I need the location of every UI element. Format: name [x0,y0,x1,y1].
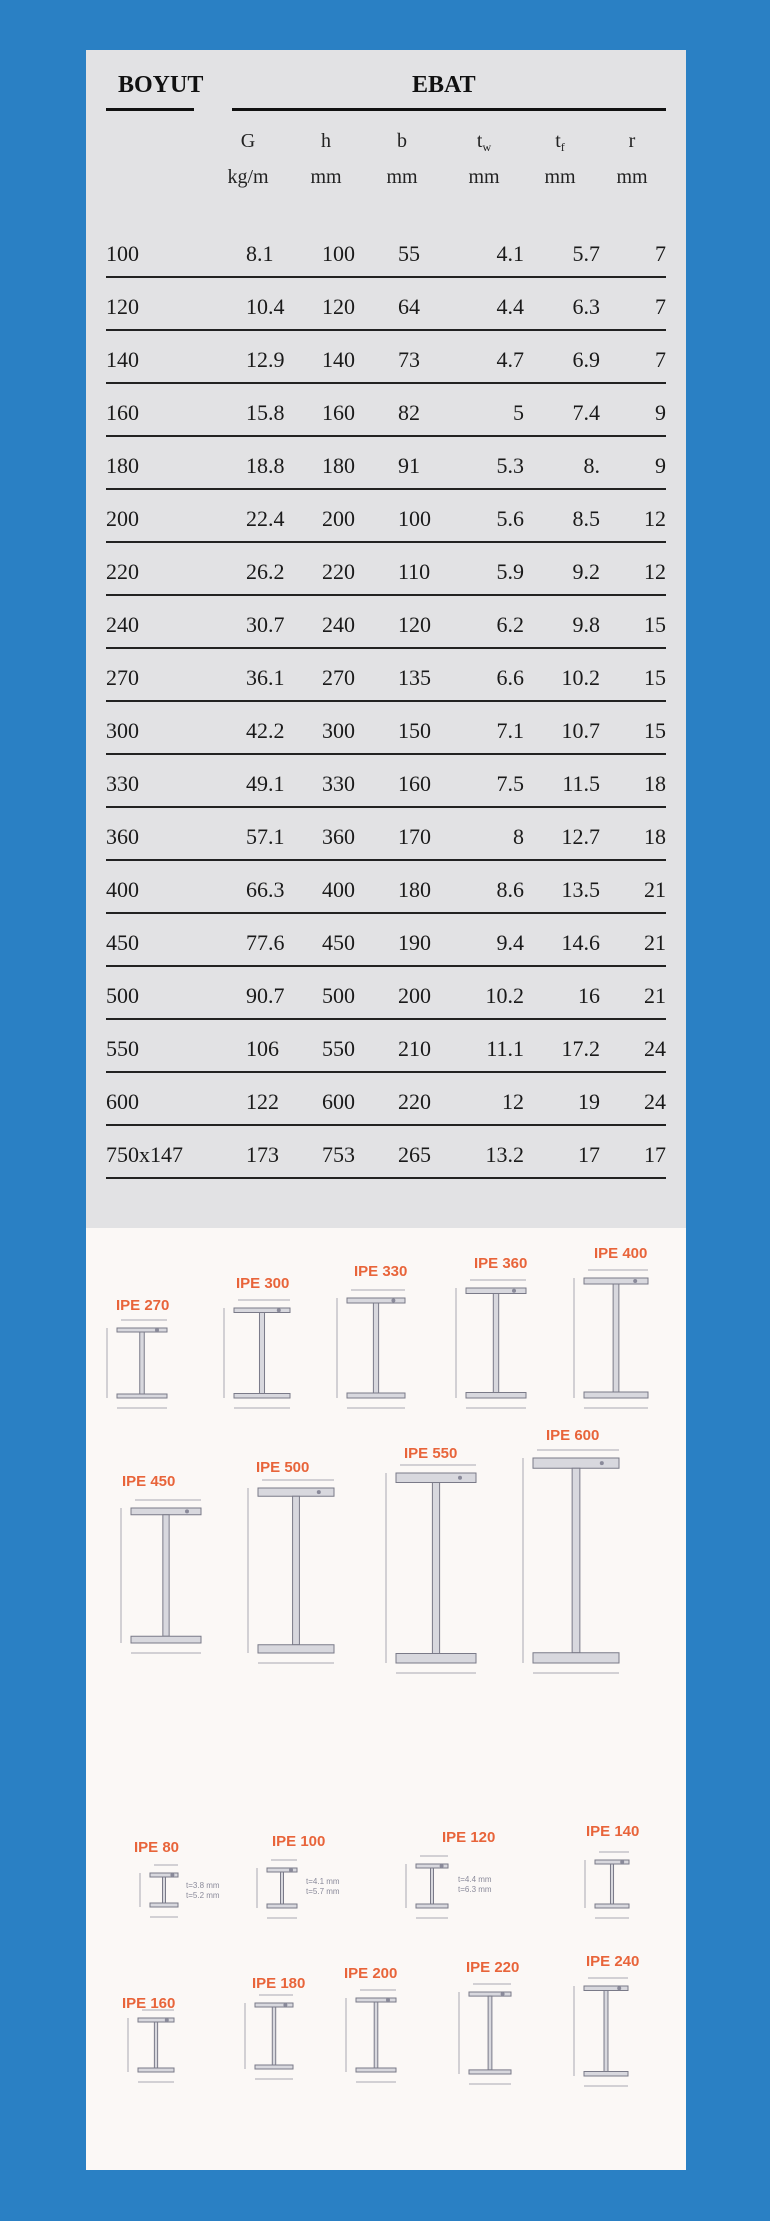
value-cell: 15 [644,612,666,637]
bolt-hole-marker [617,1986,621,1990]
value-cell: 91 [398,453,420,478]
size-cell: 300 [106,718,139,743]
value-cell: 17 [644,1142,666,1167]
value-cell: 550 [322,1036,355,1061]
value-cell: 170 [398,824,431,849]
bolt-hole-marker [501,1992,505,1996]
value-cell: 26.2 [246,559,285,584]
content-panel [86,50,686,2170]
value-cell: 500 [322,983,355,1008]
table-row [106,1029,666,1069]
size-cell: 600 [106,1089,139,1114]
value-cell: 190 [398,930,431,955]
column-symbol [372,130,432,153]
value-cell: 13.5 [561,877,600,902]
value-cell: 14.6 [561,930,600,955]
value-cell: 360 [322,824,355,849]
value-cell: 12 [644,506,666,531]
value-cell: 100 [322,241,355,266]
size-cell: 450 [106,930,139,955]
value-cell: 180 [322,453,355,478]
row-rule [106,806,666,808]
table-row [106,499,666,539]
ipe100-thickness-note: t=5.7 mm [306,1887,340,1896]
column-symbol-text: G [240,130,256,152]
value-cell: 100 [398,506,431,531]
row-rule [106,700,666,702]
value-cell: 8.1 [246,241,274,266]
value-cell: 5.6 [496,506,524,531]
top-flange [117,1328,167,1332]
value-cell: 9.4 [496,930,524,955]
web [432,1483,439,1654]
value-cell: 36.1 [246,665,285,690]
value-cell: 5.7 [572,241,600,266]
value-cell: 18 [644,771,666,796]
value-cell: 753 [322,1142,355,1167]
value-cell: 15 [644,665,666,690]
value-cell: 49.1 [246,771,285,796]
value-cell: 200 [322,506,355,531]
value-cell: 220 [322,559,355,584]
value-cell: 9 [655,453,666,478]
web [163,1515,169,1637]
value-cell: 450 [322,930,355,955]
value-cell: 12.9 [246,347,285,372]
profile-label: IPE 330 [354,1263,408,1280]
table-row [106,1135,666,1175]
column-symbol-text: h [321,130,331,152]
bottom-flange [258,1645,334,1653]
value-cell: 135 [398,665,431,690]
row-rule [106,1177,666,1179]
bolt-hole-marker [317,1490,321,1494]
bolt-hole-marker [391,1299,395,1303]
value-cell: 12.7 [561,824,600,849]
value-cell: 120 [322,294,355,319]
bolt-hole-marker [283,2003,287,2007]
value-cell: 6.6 [496,665,524,690]
value-cell: 18 [644,824,666,849]
value-cell: 10.7 [561,718,600,743]
value-cell: 180 [398,877,431,902]
value-cell: 7 [655,294,666,319]
size-cell: 500 [106,983,139,1008]
web [493,1294,498,1393]
profile-drawings [86,1228,686,2170]
value-cell: 17.2 [561,1036,600,1061]
value-cell: 7.4 [572,400,600,425]
value-cell: 77.6 [246,930,285,955]
bottom-flange [347,1393,405,1398]
value-cell: 10.2 [485,983,524,1008]
column-symbol [602,130,662,153]
column-symbol-text: t [555,130,561,152]
value-cell: 30.7 [246,612,285,637]
bolt-hole-marker [600,1461,604,1465]
table-row [106,552,666,592]
value-cell: 15.8 [246,400,285,425]
profile-label: IPE 240 [586,1953,640,1970]
profile-label: IPE 600 [546,1427,600,1444]
value-cell: 24 [644,1089,666,1114]
column-unit: mm [616,166,648,188]
size-cell: 360 [106,824,139,849]
ebat-header-rule [232,108,666,111]
column-unit: mm [386,166,418,188]
value-cell: 8.5 [572,506,600,531]
profile-label: IPE 80 [134,1839,180,1856]
row-rule [106,965,666,967]
row-rule [106,859,666,861]
column-symbol-subscript: w [482,140,492,154]
value-cell: 55 [398,241,420,266]
column-unit: mm [310,166,342,188]
ipe100-thickness-note: t=4.1 mm [306,1877,340,1886]
table-row [106,711,666,751]
value-cell: 21 [644,930,666,955]
column-unit: kg/m [227,166,269,188]
value-cell: 9.8 [572,612,600,637]
table-row [106,393,666,433]
table-row [106,340,666,380]
row-rule [106,276,666,278]
bolt-hole-marker [633,1279,637,1283]
value-cell: 15 [644,718,666,743]
row-rule [106,488,666,490]
profile-label: IPE 300 [236,1275,290,1292]
profile-label: IPE 160 [122,1995,176,2012]
bolt-hole-marker [277,1308,281,1312]
table-row [106,870,666,910]
column-symbol [530,130,590,155]
value-cell: 270 [322,665,355,690]
web [259,1313,264,1394]
bolt-hole-marker [512,1289,516,1293]
table-row [106,1082,666,1122]
value-cell: 210 [398,1036,431,1061]
size-cell: 100 [106,241,139,266]
top-flange [466,1288,526,1294]
value-cell: 73 [398,347,420,372]
value-cell: 22.4 [246,506,285,531]
web [163,1877,166,1903]
value-cell: 7.1 [496,718,524,743]
table-row [106,234,666,274]
bottom-flange [533,1653,619,1663]
profile-label: IPE 120 [442,1829,496,1846]
value-cell: 8. [583,453,600,478]
value-cell: 42.2 [246,718,285,743]
value-cell: 66.3 [246,877,285,902]
ipe80-thickness-note: t=5.2 mm [186,1891,220,1900]
column-symbol [296,130,356,153]
value-cell: 8.6 [496,877,524,902]
bottom-flange [255,2065,293,2069]
profile-label: IPE 400 [594,1245,648,1262]
value-cell: 120 [398,612,431,637]
web [488,1996,492,2070]
table-row [106,976,666,1016]
table-row [106,446,666,486]
ipe120-thickness-note: t=6.3 mm [458,1885,492,1894]
profile-label: IPE 220 [466,1959,520,1976]
size-cell: 400 [106,877,139,902]
value-cell: 160 [322,400,355,425]
bolt-hole-marker [165,2018,169,2022]
value-cell: 17 [578,1142,600,1167]
value-cell: 140 [322,347,355,372]
profile-drawings-area [86,1228,686,2170]
row-rule [106,753,666,755]
row-rule [106,382,666,384]
web [613,1284,619,1392]
value-cell: 4.4 [496,294,524,319]
top-flange [584,1986,628,1991]
value-cell: 7 [655,241,666,266]
row-rule [106,435,666,437]
size-cell: 140 [106,347,139,372]
top-flange [131,1508,201,1515]
ipe-dimension-table [86,50,686,1228]
column-unit: mm [468,166,500,188]
value-cell: 12 [502,1089,524,1114]
size-cell: 270 [106,665,139,690]
size-cell: 200 [106,506,139,531]
bottom-flange [234,1394,290,1399]
profile-label: IPE 360 [474,1255,528,1272]
value-cell: 24 [644,1036,666,1061]
table-row [106,287,666,327]
bottom-flange [356,2068,396,2072]
value-cell: 7 [655,347,666,372]
bolt-hole-marker [155,1328,159,1332]
bolt-hole-marker [458,1476,462,1480]
value-cell: 5.3 [496,453,524,478]
value-cell: 400 [322,877,355,902]
column-symbol-text: b [397,130,407,152]
profile-label: IPE 270 [116,1297,170,1314]
bottom-flange [584,2072,628,2077]
row-rule [106,329,666,331]
bolt-hole-marker [289,1868,293,1872]
value-cell: 122 [246,1089,279,1114]
profile-label: IPE 140 [586,1823,640,1840]
row-rule [106,647,666,649]
value-cell: 8 [513,824,524,849]
value-cell: 10.4 [246,294,285,319]
value-cell: 9.2 [572,559,600,584]
bottom-flange [131,1636,201,1643]
value-cell: 240 [322,612,355,637]
value-cell: 18.8 [246,453,285,478]
web [604,1991,608,2072]
value-cell: 220 [398,1089,431,1114]
boyut-header-rule [106,108,194,111]
value-cell: 6.2 [496,612,524,637]
column-unit: mm [544,166,576,188]
value-cell: 7.5 [496,771,524,796]
top-flange [396,1473,476,1483]
top-flange [347,1298,405,1303]
web [272,2007,275,2065]
value-cell: 12 [644,559,666,584]
bottom-flange [466,1393,526,1399]
profile-label: IPE 450 [122,1473,176,1490]
bolt-hole-marker [185,1509,189,1513]
value-cell: 6.3 [572,294,600,319]
ipe80-thickness-note: t=3.8 mm [186,1881,220,1890]
web [431,1868,434,1904]
value-cell: 90.7 [246,983,285,1008]
value-cell: 82 [398,400,420,425]
value-cell: 150 [398,718,431,743]
size-cell: 240 [106,612,139,637]
bottom-flange [469,2070,511,2074]
column-symbol [454,130,514,155]
value-cell: 21 [644,877,666,902]
top-flange [234,1308,290,1313]
bottom-flange [595,1904,629,1908]
web [293,1496,300,1645]
top-flange [584,1278,648,1284]
value-cell: 6.9 [572,347,600,372]
value-cell: 600 [322,1089,355,1114]
value-cell: 9 [655,400,666,425]
size-cell: 220 [106,559,139,584]
value-cell: 4.7 [496,347,524,372]
value-cell: 5.9 [496,559,524,584]
value-cell: 200 [398,983,431,1008]
row-rule [106,1124,666,1126]
profile-label: IPE 550 [404,1445,458,1462]
row-rule [106,541,666,543]
value-cell: 11.1 [486,1036,524,1061]
value-cell: 19 [578,1089,600,1114]
web [373,1303,378,1393]
web [572,1468,580,1653]
size-cell: 750x147 [106,1142,183,1167]
column-symbol-text: r [628,130,636,152]
value-cell: 16 [578,983,600,1008]
web [154,2022,157,2068]
row-rule [106,1071,666,1073]
bottom-flange [267,1904,297,1908]
table-row [106,923,666,963]
profile-label: IPE 200 [344,1965,398,1982]
top-flange [533,1458,619,1468]
table-row [106,764,666,804]
value-cell: 4.1 [496,241,524,266]
row-rule [106,594,666,596]
bottom-flange [150,1903,178,1907]
bottom-flange [396,1654,476,1664]
bolt-hole-marker [620,1860,624,1864]
row-rule [106,912,666,914]
value-cell: 300 [322,718,355,743]
row-rule [106,1018,666,1020]
value-cell: 106 [246,1036,279,1061]
size-cell: 330 [106,771,139,796]
bottom-flange [138,2068,174,2072]
boyut-header: BOYUT [118,72,204,98]
table-row [106,817,666,857]
bolt-hole-marker [386,1998,390,2002]
value-cell: 265 [398,1142,431,1167]
value-cell: 110 [398,559,431,584]
web [281,1872,284,1904]
bottom-flange [584,1392,648,1398]
ebat-header: EBAT [412,72,476,98]
table-row [106,658,666,698]
size-cell: 120 [106,294,139,319]
table-row [106,605,666,645]
value-cell: 173 [246,1142,279,1167]
value-cell: 5 [513,400,524,425]
bolt-hole-marker [440,1864,444,1868]
bottom-flange [117,1394,167,1398]
size-cell: 550 [106,1036,139,1061]
size-cell: 180 [106,453,139,478]
top-flange [469,1992,511,1996]
value-cell: 330 [322,771,355,796]
value-cell: 11.5 [562,771,600,796]
profile-label: IPE 100 [272,1833,326,1850]
value-cell: 10.2 [561,665,600,690]
column-symbol-text: t [476,130,483,152]
ipe120-thickness-note: t=4.4 mm [458,1875,492,1884]
bottom-flange [416,1904,448,1908]
column-symbol-subscript: f [560,140,565,154]
web [140,1332,145,1394]
value-cell: 21 [644,983,666,1008]
value-cell: 160 [398,771,431,796]
value-cell: 64 [398,294,420,319]
top-flange [258,1488,334,1496]
web [610,1864,613,1904]
profile-label: IPE 180 [252,1975,306,1992]
value-cell: 13.2 [485,1142,524,1167]
profile-label: IPE 500 [256,1459,310,1476]
bolt-hole-marker [170,1873,174,1877]
web [374,2002,378,2068]
size-cell: 160 [106,400,139,425]
value-cell: 57.1 [246,824,285,849]
column-symbol [218,130,278,153]
